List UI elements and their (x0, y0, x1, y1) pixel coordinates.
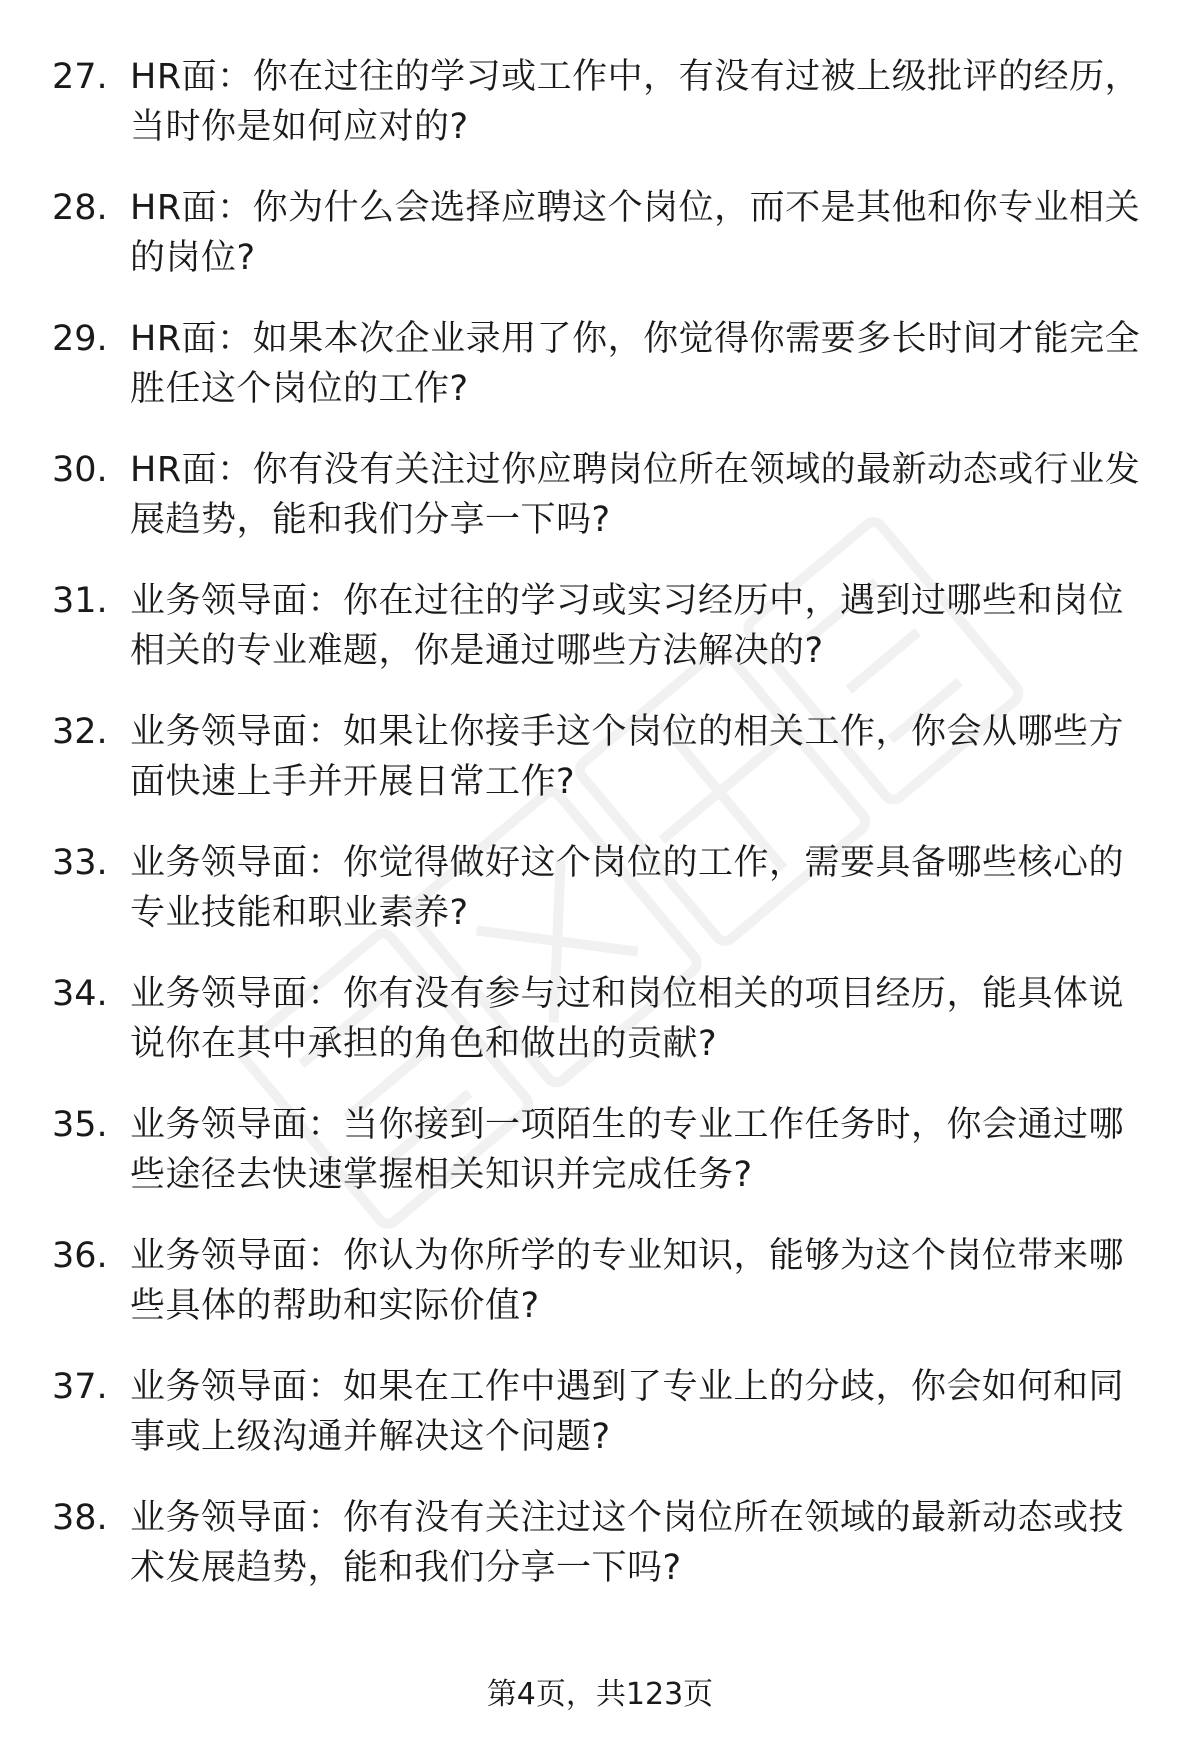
question-item (52, 707, 1152, 838)
question-number: 32. (52, 712, 108, 752)
question-text: HR面：你在过往的学习或工作中，有没有过被上级批评的经历，当时你是如何应对的? (130, 57, 1141, 147)
question-number: 29. (52, 319, 108, 359)
question-text: HR面：你为什么会选择应聘这个岗位，而不是其他和你专业相关的岗位? (130, 188, 1141, 278)
question-text: 业务领导面：你有没有参与过和岗位相关的项目经历，能具体说说你在其中承担的角色和做出的贡献? (130, 974, 1125, 1064)
question-text: HR面：你有没有关注过你应聘岗位所在领域的最新动态或行业发展趋势，能和我们分享一下吗? (130, 450, 1141, 540)
question-number: 28. (52, 188, 108, 228)
question-number: 30. (52, 450, 108, 490)
question-text: 业务领导面：你有没有关注过这个岗位所在领域的最新动态或技术发展趋势，能和我们分享一下吗? (130, 1498, 1125, 1588)
question-text: 业务领导面：如果让你接手这个岗位的相关工作，你会从哪些方面快速上手并开展日常工作? (130, 712, 1125, 802)
question-item (52, 183, 1152, 314)
question-text: 业务领导面：你认为你所学的专业知识，能够为这个岗位带来哪些具体的帮助和实际价值? (130, 1236, 1125, 1326)
question-text: HR面：如果本次企业录用了你，你觉得你需要多长时间才能完全胜任这个岗位的工作? (130, 319, 1141, 409)
question-number: 33. (52, 843, 108, 883)
question-number: 38. (52, 1498, 108, 1538)
question-item (52, 1362, 1152, 1493)
question-number: 37. (52, 1367, 108, 1407)
question-item (52, 576, 1152, 707)
question-item (52, 1100, 1152, 1231)
question-item (52, 314, 1152, 445)
page-footer: 第4页，共123页 (486, 1677, 714, 1712)
question-number: 36. (52, 1236, 108, 1276)
question-item (52, 52, 1152, 183)
question-text: 业务领导面：你觉得做好这个岗位的工作，需要具备哪些核心的专业技能和职业素养? (130, 843, 1125, 933)
question-item (52, 1493, 1152, 1624)
question-number: 34. (52, 974, 108, 1014)
question-number: 31. (52, 581, 108, 621)
question-text: 业务领导面：如果在工作中遇到了专业上的分歧，你会如何和同事或上级沟通并解决这个问题? (130, 1367, 1125, 1457)
question-text: 业务领导面：当你接到一项陌生的专业工作任务时，你会通过哪些途径去快速掌握相关知识并完成任务? (130, 1105, 1125, 1195)
question-item (52, 1231, 1152, 1362)
question-text: 业务领导面：你在过往的学习或实习经历中，遇到过哪些和岗位相关的专业难题，你是通过哪些方法解决的? (130, 581, 1125, 671)
question-item (52, 445, 1152, 576)
question-number: 35. (52, 1105, 108, 1145)
question-item (52, 969, 1152, 1100)
question-list (52, 52, 1152, 1624)
question-item (52, 838, 1152, 969)
question-number: 27. (52, 57, 108, 97)
